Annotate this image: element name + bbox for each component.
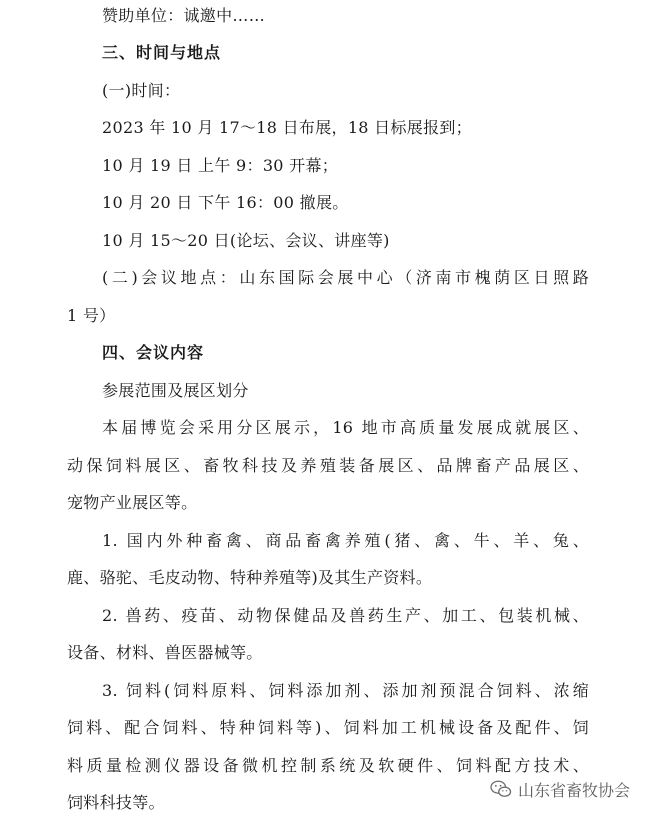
subsection-time: (一)时间： (102, 81, 181, 100)
section-heading-content: 四、会议内容 (102, 343, 205, 362)
time-teardown: 10 月 20 日 下午 16：00 撤展。 (102, 193, 349, 212)
venue-line: (二)会议地点：山东国际会展中心（济南市槐荫区日照路 (102, 268, 589, 287)
scope-title: 参展范围及展区划分 (102, 381, 249, 400)
item-1-line-1: 1. 国内外种畜禽、商品畜禽养殖(猪、禽、牛、羊、兔、 (102, 531, 589, 550)
venue-line-cont: 1 号） (67, 306, 116, 325)
item-3-line-1: 3. 饲料(饲料原料、饲料添加剂、添加剂预混合饲料、浓缩 (102, 681, 589, 700)
item-2-line-1: 2. 兽药、疫苗、动物保健品及兽药生产、加工、包装机械、 (102, 606, 589, 625)
item-3-line-4: 饲料科技等。 (67, 793, 165, 812)
time-setup: 2023 年 10 月 17～18 日布展，18 日标展报到； (102, 118, 472, 137)
paragraph-zones-2: 动保饲料展区、畜牧科技及养殖装备展区、品牌畜产品展区、 (67, 456, 589, 475)
time-forums: 10 月 15～20 日(论坛、会议、讲座等) (102, 231, 390, 250)
wechat-icon (490, 779, 512, 799)
item-2-line-2: 设备、材料、兽医器械等。 (67, 643, 263, 662)
sponsor-line: 赞助单位：诚邀中…… (102, 6, 266, 25)
time-opening: 10 月 19 日 上午 9：30 开幕； (102, 156, 339, 175)
section-heading-time-place: 三、时间与地点 (102, 43, 222, 62)
watermark-text: 山东省畜牧协会 (518, 780, 631, 800)
item-3-line-2: 饲料、配合饲料、特种饲料等)、饲料加工机械设备及配件、饲 (67, 718, 589, 737)
paragraph-zones-1: 本届博览会采用分区展示，16 地市高质量发展成就展区、 (102, 418, 589, 437)
paragraph-zones-3: 宠物产业展区等。 (67, 493, 198, 512)
item-1-line-2: 鹿、骆驼、毛皮动物、特种养殖等)及其生产资料。 (67, 568, 433, 587)
watermark (490, 777, 630, 801)
item-3-line-3: 料质量检测仪器设备微机控制系统及软硬件、饲料配方技术、 (67, 756, 589, 775)
